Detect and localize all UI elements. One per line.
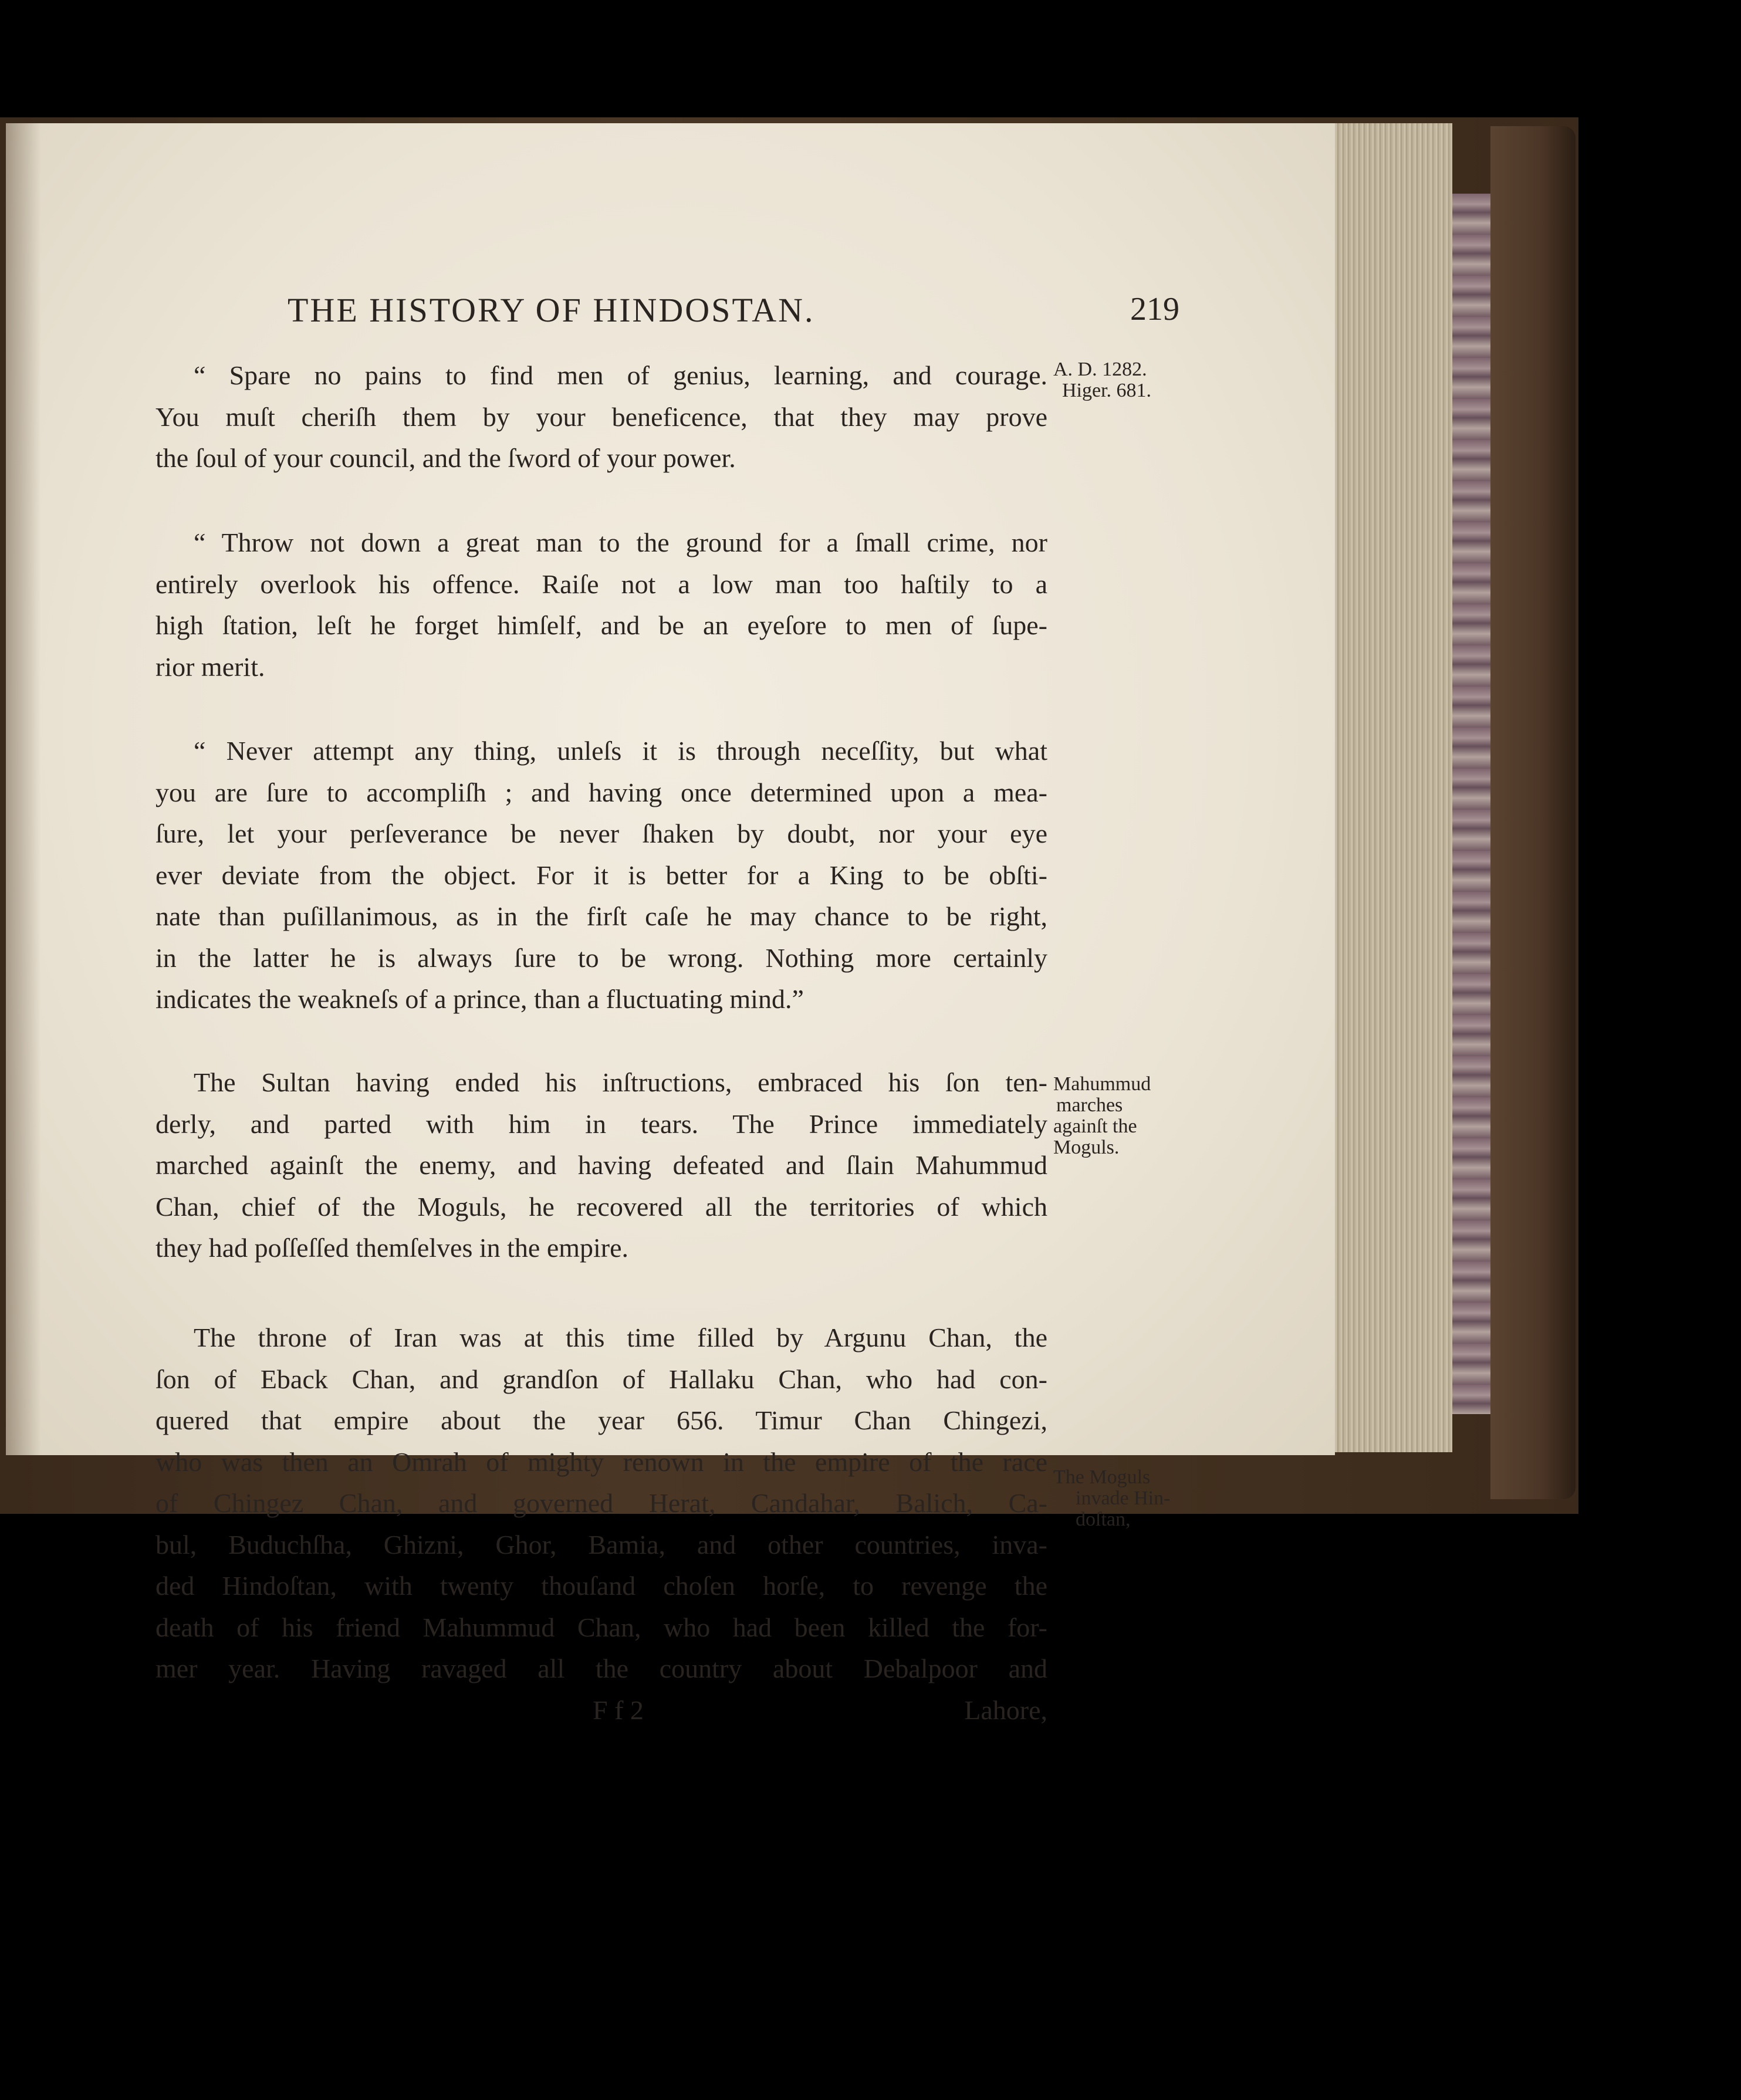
text-line: death of his friend Mahummud Chan, who had been killed the for- (155, 1612, 1047, 1642)
text-line: “ Spare no pains to find men of genius, learning, and courage. (194, 360, 1047, 390)
text-line: indicates the weakneſs of a prince, than a fluctuating mind.” (155, 984, 804, 1014)
paragraph-5 (155, 1317, 1047, 1731)
text-line: nate than puſillanimous, as in the firſt caſe he may chance to be right, (155, 901, 1047, 931)
text-line: The Sultan having ended his inſtructions, embraced his ſon ten- (194, 1067, 1047, 1097)
page-number: 219 (1130, 291, 1179, 327)
text-line: high ſtation, leſt he forget himſelf, and be an eyeſore to men of ſupe- (155, 610, 1047, 640)
margin-note-line: doſtan, (1076, 1509, 1131, 1530)
gutter-shadow (6, 123, 41, 1455)
text-line: they had poſſeſſed themſelves in the empire. (155, 1233, 629, 1263)
margin-note-line: againſt the (1053, 1115, 1137, 1137)
text-line: The throne of Iran was at this time filled by Argunu Chan, the (194, 1323, 1047, 1352)
text-line: Chan, chief of the Moguls, he recovered all the territories of which (155, 1191, 1047, 1222)
text-line: bul, Buduchſha, Ghizni, Ghor, Bamia, and other countries, inva- (155, 1529, 1047, 1560)
catchword: Lahore, (964, 1695, 1047, 1725)
text-line: ſon of Eback Chan, and grandſon of Hallaku Chan, who had con- (155, 1364, 1047, 1394)
book-cover-edge (1490, 126, 1576, 1499)
text-line: “ Never attempt any thing, unleſs it is through neceſſity, but what (194, 736, 1047, 766)
text-line: mer year. Having ravaged all the country about Debalpoor and (155, 1653, 1047, 1683)
text-line: You muſt cheriſh them by your beneficence, that they may prove (155, 401, 1047, 432)
text-line: “ Throw not down a great man to the ground for a ſmall crime, nor (194, 527, 1047, 557)
margin-note-line: Moguls. (1053, 1137, 1120, 1158)
paragraph-3 (155, 731, 1047, 1020)
text-line: quered that empire about the year 656. Timur Chan Chingezi, (155, 1405, 1047, 1435)
text-line: the ſoul of your council, and the ſword of your power. (155, 443, 736, 473)
running-title: THE HISTORY OF HINDOSTAN. (288, 291, 815, 329)
paragraph-4 (155, 1062, 1047, 1269)
signature-mark: F f 2 (593, 1695, 644, 1725)
page-header (288, 290, 1179, 332)
margin-note-mahummud (1053, 1074, 1171, 1158)
text-line: derly, and parted with him in tears. The Prince immediately (155, 1108, 1047, 1139)
text-line: ever deviate from the object. For it is better for a King to be obſti- (155, 860, 1047, 890)
margin-note-date (1053, 359, 1171, 401)
text-line: rior merit. (155, 651, 265, 682)
text-line: you are ſure to accompliſh ; and having once determined upon a mea- (155, 777, 1047, 807)
text-line: of Chingez Chan, and governed Herat, Candahar, Balich, Ca- (155, 1488, 1047, 1518)
text-line: who was then an Omrah of mighty renown in the empire of the race (155, 1446, 1047, 1477)
margin-note-line: marches (1056, 1094, 1123, 1116)
margin-note-line: Higer. 681. (1062, 380, 1152, 401)
text-line: marched againſt the enemy, and having defeated and ſlain Mahummud (155, 1150, 1047, 1180)
paragraph-2 (155, 522, 1047, 688)
page-footer (155, 1690, 1047, 1732)
margin-note-line: A. D. 1282. (1053, 359, 1147, 380)
text-line: ded Hindoſtan, with twenty thouſand choſen horſe, to revenge the (155, 1571, 1047, 1601)
text-line: ſure, let your perſeverance be never ſhaken by doubt, nor your eye (155, 819, 1047, 848)
marbled-edge (1449, 194, 1490, 1414)
margin-note-line: invade Hin- (1076, 1487, 1171, 1509)
margin-note-line: The Moguls (1053, 1466, 1151, 1488)
margin-note-line: Mahummud (1053, 1073, 1151, 1095)
margin-note-moguls-invade (1053, 1467, 1171, 1530)
paragraph-1 (155, 355, 1047, 479)
page-edges (1329, 123, 1452, 1452)
text-line: entirely overlook his offence. Raiſe not a low man too haſtily to a (155, 569, 1047, 599)
text-line: in the latter he is always ſure to be wrong. Nothing more certainly (155, 942, 1047, 973)
